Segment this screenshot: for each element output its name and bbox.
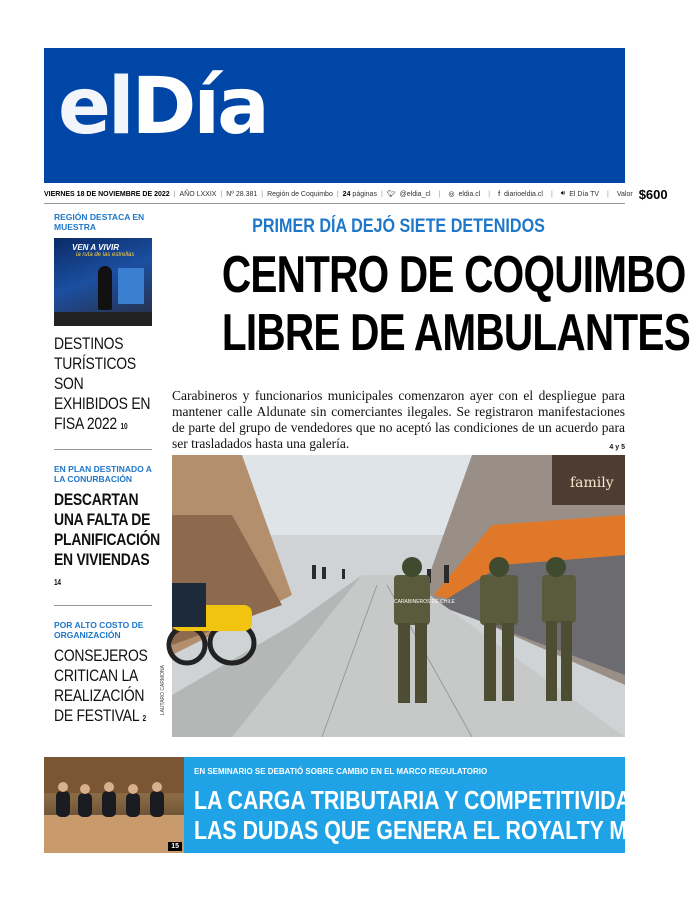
thumb-screen xyxy=(118,268,144,304)
dateline-rule xyxy=(44,203,625,204)
price-label: Valor xyxy=(616,190,633,198)
story-page: 2 xyxy=(142,714,146,723)
separator: | xyxy=(336,190,339,198)
thumb-person xyxy=(98,266,112,310)
bottom-headline-line2: LAS DUDAS QUE GENERA EL ROYALTY MINERO xyxy=(194,815,695,845)
facebook-handle[interactable]: diarioeldia.cl xyxy=(504,190,543,198)
vest-label: CARABINEROS DE CHILE xyxy=(394,599,455,605)
thumb-floor xyxy=(54,312,152,326)
issue-year: AÑO LXXIX xyxy=(179,190,217,198)
story-headline: DESCARTAN UNA FALTA DE PLANIFICACIÓN EN VIVIENDAS 14 xyxy=(54,490,160,587)
story-kicker: REGIÓN DESTACA EN MUESTRA xyxy=(54,212,145,232)
separator: | xyxy=(261,190,264,198)
seminar-photo[interactable] xyxy=(44,757,184,853)
separator: | xyxy=(438,190,441,198)
main-pages: 4 y 5 xyxy=(609,444,625,451)
story-kicker: EN PLAN DESTINADO A LA CONURBACIÓN xyxy=(54,464,152,484)
street-scene-illustration xyxy=(172,455,625,737)
issue-date: VIERNES 18 DE NOVIEMBRE DE 2022 xyxy=(44,190,170,198)
twitter-handle[interactable]: @eldia_cl xyxy=(399,190,431,198)
family-sign: family xyxy=(570,475,614,491)
separator: | xyxy=(380,190,383,198)
dateline xyxy=(44,185,668,203)
photo-credit: LAUTARO CARMONA xyxy=(160,665,166,716)
thumb-banner: VEN A VIVIR xyxy=(72,243,119,252)
issue-region: Región de Coquimbo xyxy=(267,190,333,198)
instagram-handle[interactable]: eldia.cl xyxy=(458,190,481,198)
bottom-banner[interactable] xyxy=(44,757,695,853)
social-links xyxy=(387,187,668,202)
main-story xyxy=(172,206,690,451)
fisa-thumbnail[interactable] xyxy=(54,238,152,326)
story-page: 10 xyxy=(120,422,128,431)
seminar-page-badge: 15 xyxy=(168,842,182,851)
seminar-illustration xyxy=(44,757,184,853)
speaker-icon: 🔊︎ xyxy=(560,190,566,197)
logo-el: el xyxy=(58,62,132,152)
issue-number: Nº 28.381 xyxy=(226,190,258,198)
logo-dia: Día xyxy=(131,62,267,152)
price: $600 xyxy=(638,186,668,202)
thumb-banner-sub: la ruta de las estrellas xyxy=(76,252,135,258)
separator: | xyxy=(488,190,491,198)
masthead xyxy=(44,48,625,183)
twitter-icon: 🐦︎ xyxy=(386,191,396,198)
pages-count: 24 xyxy=(342,190,351,198)
tv-link[interactable]: El Día TV xyxy=(569,190,600,198)
story-headline: CONSEJEROS CRITICAN LA REALIZACIÓN DE FESTIVAL 2 xyxy=(54,646,148,725)
story-page: 14 xyxy=(54,578,61,587)
logo[interactable] xyxy=(58,62,267,152)
main-headline-line1: CENTRO DE COQUIMBO xyxy=(221,246,686,304)
sidebar-story-fisa[interactable] xyxy=(44,206,162,232)
main-headline[interactable] xyxy=(221,246,690,362)
sidebar xyxy=(44,206,162,736)
bottom-headline-line1: LA CARGA TRIBUTARIA Y COMPETITIVIDAD: xyxy=(194,785,654,815)
sidebar-story-festival[interactable] xyxy=(44,606,152,729)
separator: | xyxy=(220,190,223,198)
pages-word: páginas xyxy=(352,190,377,198)
bottom-headline xyxy=(194,785,695,845)
main-kicker: PRIMER DÍA DEJÓ SIETE DETENIDOS xyxy=(252,216,545,237)
story-kicker: POR ALTO COSTO DE ORGANIZACIÓN xyxy=(54,620,144,640)
main-lead: Carabineros y funcionarios municipales comenzaron ayer con el despliegue para mantener calle Aldunate sin comerciantes ilegales. Se registraron manifestaciones de parte del grupo de vendedores que no aceptó las condiciones de un acuerdo para ser trasladados hasta una galería. xyxy=(172,388,625,451)
separator: | xyxy=(550,190,553,198)
facebook-icon: f xyxy=(498,190,501,198)
separator: | xyxy=(607,190,609,198)
main-photo[interactable] xyxy=(172,455,625,737)
instagram-icon: ◎ xyxy=(448,191,455,198)
separator: | xyxy=(173,190,176,198)
main-headline-line2: LIBRE DE AMBULANTES xyxy=(221,304,690,362)
sidebar-story-viviendas[interactable] xyxy=(44,450,160,593)
sidebar-headline-block xyxy=(44,334,152,437)
story-headline[interactable]: DESTINOS TURÍSTICOS SON EXHIBIDOS EN FISA 2022 10 xyxy=(54,334,151,433)
bottom-kicker: EN SEMINARIO SE DEBATIÓ SOBRE CAMBIO EN EL MARCO REGULATORIO xyxy=(194,767,488,776)
